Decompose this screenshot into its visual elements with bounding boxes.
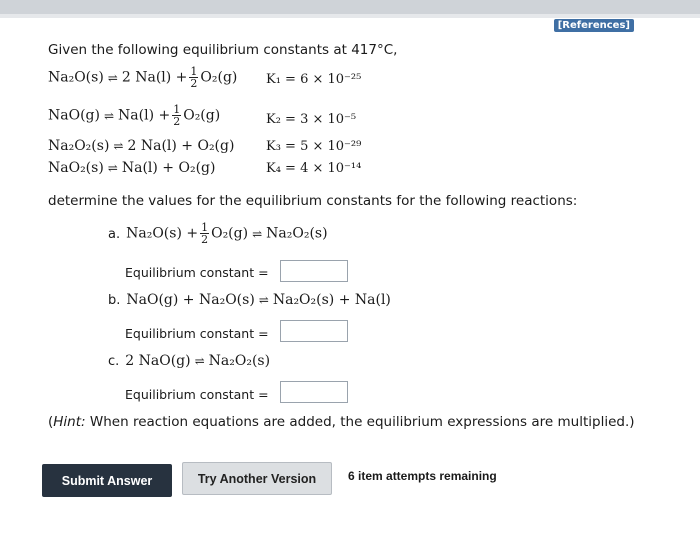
fraction-den: 2 bbox=[173, 115, 181, 128]
part-c-label: Equilibrium constant = bbox=[125, 387, 269, 402]
submit-answer-button[interactable]: Submit Answer bbox=[42, 464, 172, 497]
top-bar bbox=[0, 0, 700, 14]
part-a-letter: a. bbox=[108, 226, 121, 242]
reaction-1-rhs-post: O₂(g) bbox=[200, 69, 238, 86]
fraction-den: 2 bbox=[190, 77, 198, 90]
reaction-1 bbox=[48, 66, 237, 89]
part-c-letter: c. bbox=[108, 354, 120, 369]
reaction-3-rhs: 2 Na(l) + O₂(g) bbox=[127, 138, 235, 154]
part-b-answer-input[interactable] bbox=[280, 320, 348, 342]
part-a-rhs: Na₂O₂(s) bbox=[266, 225, 328, 242]
reaction-2-rhs-post: O₂(g) bbox=[183, 107, 221, 124]
reaction-4-rhs: Na(l) + O₂(g) bbox=[121, 160, 216, 176]
reaction-3 bbox=[48, 138, 234, 154]
fraction bbox=[200, 222, 209, 245]
equilibrium-arrow-icon: ⇌ bbox=[252, 226, 263, 241]
fraction bbox=[172, 104, 181, 127]
reaction-2-lhs: NaO(g) bbox=[48, 107, 100, 124]
part-c-rhs: Na₂O₂(s) bbox=[208, 353, 271, 369]
reaction-3-lhs: Na₂O₂(s) bbox=[48, 138, 110, 154]
equilibrium-arrow-icon: ⇌ bbox=[258, 293, 269, 307]
part-b-lhs: NaO(g) + Na₂O(s) bbox=[126, 292, 255, 308]
fraction bbox=[189, 66, 198, 89]
reaction-1-lhs: Na₂O(s) bbox=[48, 69, 104, 86]
intro-text: Given the following equilibrium constants at 417°C, bbox=[48, 42, 398, 58]
fraction-num: 1 bbox=[201, 221, 209, 234]
attempts-remaining: 6 item attempts remaining bbox=[348, 469, 497, 483]
k4-value: K₄ = 4 × 10⁻¹⁴ bbox=[266, 161, 362, 176]
hint-label: Hint: bbox=[53, 414, 86, 430]
reaction-4 bbox=[48, 160, 215, 176]
k1-value: K₁ = 6 × 10⁻²⁵ bbox=[266, 72, 362, 87]
part-a-label: Equilibrium constant = bbox=[125, 265, 269, 280]
equilibrium-arrow-icon: ⇌ bbox=[194, 354, 205, 368]
part-b-rhs: Na₂O₂(s) + Na(l) bbox=[272, 292, 391, 308]
references-button[interactable]: [References] bbox=[554, 19, 634, 32]
part-b-label: Equilibrium constant = bbox=[125, 326, 269, 341]
instruction-text: determine the values for the equilibrium constants for the following reactions: bbox=[48, 193, 578, 209]
reaction-4-lhs: NaO₂(s) bbox=[48, 160, 104, 176]
part-c-answer-input[interactable] bbox=[280, 381, 348, 403]
reaction-2-rhs-pre: Na(l) + bbox=[118, 107, 171, 124]
equilibrium-arrow-icon: ⇌ bbox=[103, 108, 115, 123]
hint-text bbox=[48, 414, 635, 430]
part-b-equation bbox=[108, 292, 391, 308]
fraction-num: 1 bbox=[173, 103, 181, 116]
equilibrium-arrow-icon: ⇌ bbox=[113, 139, 124, 153]
part-b-letter: b. bbox=[108, 293, 121, 308]
k2-value: K₂ = 3 × 10⁻⁵ bbox=[266, 112, 357, 127]
fraction-den: 2 bbox=[201, 233, 209, 246]
part-c-lhs: 2 NaO(g) bbox=[125, 353, 191, 369]
k3-value: K₃ = 5 × 10⁻²⁹ bbox=[266, 139, 362, 154]
equilibrium-arrow-icon: ⇌ bbox=[107, 70, 118, 85]
part-c-equation bbox=[108, 353, 270, 369]
reaction-2 bbox=[48, 104, 220, 127]
fraction-num: 1 bbox=[190, 65, 198, 78]
hint-open-paren: ( bbox=[48, 414, 54, 430]
hint-body: When reaction equations are added, the equilibrium expressions are multiplied.) bbox=[85, 414, 635, 430]
part-a-equation bbox=[108, 222, 328, 245]
reaction-1-rhs-pre: 2 Na(l) + bbox=[121, 69, 188, 86]
equilibrium-arrow-icon: ⇌ bbox=[107, 161, 118, 175]
part-a-answer-input[interactable] bbox=[280, 260, 348, 282]
top-bar-shadow bbox=[0, 14, 700, 18]
part-a-lhs-pre: Na₂O(s) + bbox=[126, 225, 199, 242]
part-a-lhs-post: O₂(g) bbox=[211, 225, 249, 242]
try-another-version-button[interactable]: Try Another Version bbox=[182, 462, 332, 495]
